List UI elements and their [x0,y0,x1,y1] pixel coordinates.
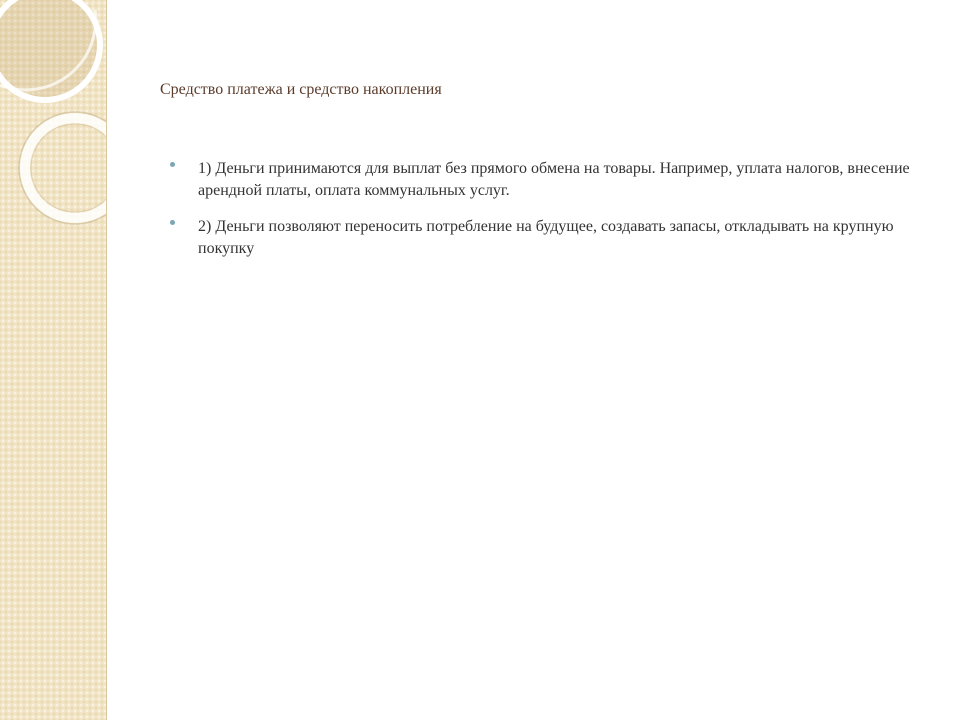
bullet-list [165,158,925,274]
bullet-item [165,158,925,202]
slide-title: Средство платежа и средство накопления [160,81,442,98]
bullet-text: 2) Деньги позволяют переносить потребление на будущее, создавать запасы, откладывать на крупную покупку [198,218,894,257]
bullet-item [165,216,925,260]
decorative-ring-middle [25,118,106,218]
decorative-ring-middle-outline [19,112,106,224]
decorative-side-panel [0,0,107,720]
decorative-circles [0,0,106,720]
bullet-text: 1) Деньги принимаются для выплат без прямого обмена на товары. Например, уплата налогов, внесение арендной платы, оплата коммунальных услуг. [198,160,910,199]
decorative-ring-middle-inner [31,124,106,212]
bullet-icon [170,220,175,225]
bullet-icon [170,162,175,167]
